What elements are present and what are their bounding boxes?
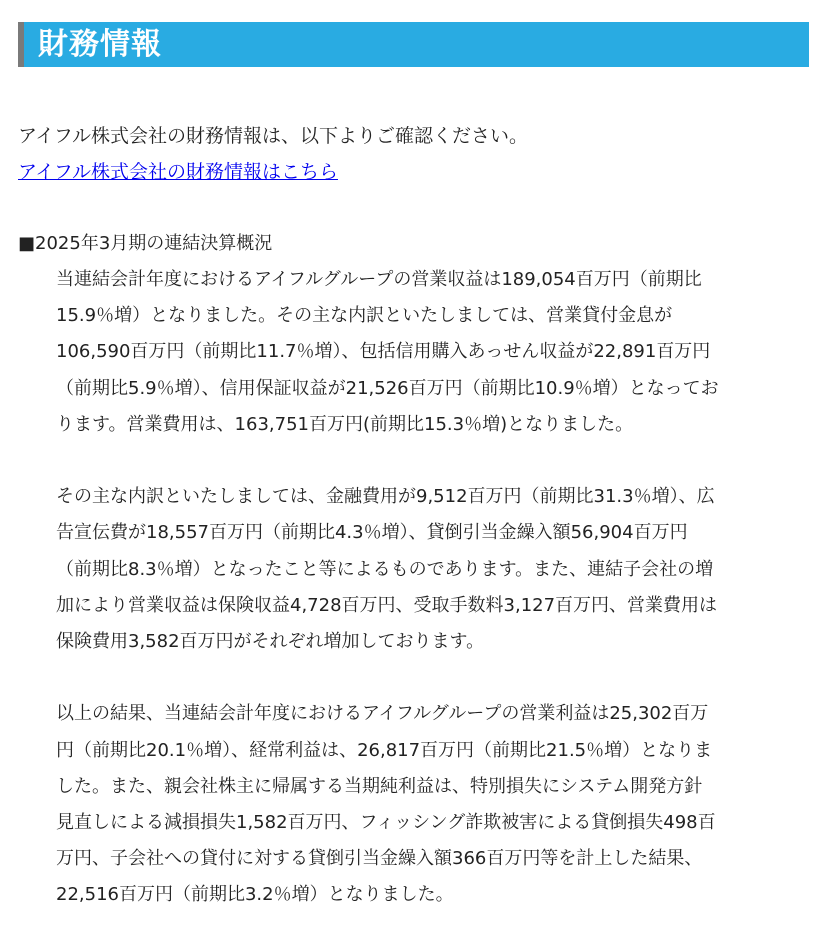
paragraph-1 (56, 262, 816, 443)
paragraph-line: 22,516百万円（前期比3.2％増）となりました。 (56, 884, 454, 906)
paragraph-line: ります。営業費用は、163,751百万円(前期比15.3％増)となりました。 (56, 413, 634, 435)
intro-link-row (18, 154, 818, 190)
paragraph-line: 万円、子会社への貸付に対する貸倒引当金繰入額366百万円等を計上した結果、 (56, 848, 703, 870)
section-body (56, 262, 816, 914)
section-heading: ■2025年3月期の連結決算概況 (18, 233, 273, 254)
page-title-bar (18, 22, 809, 67)
paragraph-line: 円（前期比20.1％増）、経常利益は、26,817百万円（前期比21.5％増）となりま (56, 739, 713, 761)
paragraph-2 (56, 479, 816, 660)
paragraph-line: 加により営業収益は保険収益4,728百万円、受取手数料3,127百万円、営業費用は (56, 594, 718, 616)
paragraph-line: 106,590百万円（前期比11.7％増）、包括信用購入あっせん収益が22,891百万円 (56, 341, 711, 363)
intro-text: アイフル株式会社の財務情報は、以下よりご確認ください。 (18, 125, 528, 147)
paragraph-3 (56, 696, 816, 913)
financial-info-link[interactable]: アイフル株式会社の財務情報はこちら (18, 161, 338, 183)
paragraph-line: 以上の結果、当連結会計年度におけるアイフルグループの営業利益は25,302百万 (56, 703, 709, 725)
paragraph-line: 当連結会計年度におけるアイフルグループの営業収益は189,054百万円（前期比 (56, 269, 702, 290)
paragraph-line: 見直しによる減損損失1,582百万円、フィッシング詐欺被害による貸倒損失498百 (56, 812, 716, 834)
page-title: 財務情報 (38, 27, 162, 62)
paragraph-line: した。また、親会社株主に帰属する当期純利益は、特別損失にシステム開発方針 (56, 775, 703, 797)
paragraph-line: （前期比8.3％増）となったこと等によるものであります。また、連結子会社の増 (56, 558, 714, 580)
paragraph-line: 告宣伝費が18,557百万円（前期比4.3％増）、貸倒引当金繰入額56,904百万円 (56, 522, 688, 544)
intro (18, 118, 818, 190)
paragraph-line: （前期比5.9％増）、信用保証収益が21,526百万円（前期比10.9％増）となってお (56, 377, 719, 399)
paragraph-line: 15.9％増）となりました。その主な内訳といたしましては、営業貸付金息が (56, 305, 673, 327)
paragraph-line: 保険費用3,582百万円がそれぞれ増加しております。 (56, 631, 485, 653)
paragraph-line: その主な内訳といたしましては、金融費用が9,512百万円（前期比31.3％増）、広 (56, 486, 715, 508)
